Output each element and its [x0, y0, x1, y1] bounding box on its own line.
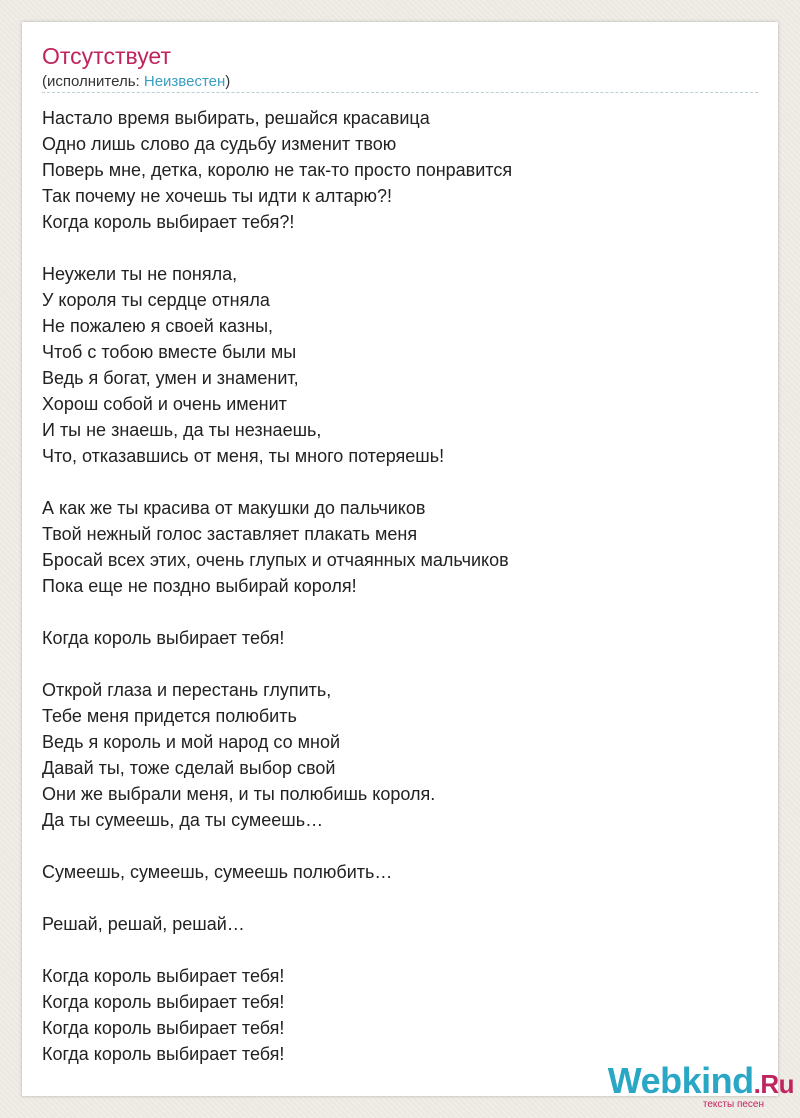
lyrics-text: Настало время выбирать, решайся красавица Одно лишь слово да судьбу изменит твою Поверь мне, детка, королю не так-то просто понравится Так почему не хочешь ты идти к алтарю?! Когда король выбирает тебя?! Неужели ты не поняла, У короля ты сердце отняла Не пожалею я своей казны, Чтоб с тобою вместе были мы Ведь я богат, умен и знаменит, Хорош собой и очень именит И ты не знаешь, да ты незнаешь, Что, отказавшись от меня, ты много потеряешь! А как же ты красива от макушки до пальчиков Твой нежный голос заставляет плакать меня Бросай всех этих, очень глупых и отчаянных мальчиков Пока еще не поздно выбирай короля! Когда король выбирает тебя! Открой глаза и перестань глупить, Тебе меня придется полюбить Ведь я король и мой народ со мной Давай ты, тоже сделай выбор свой Они же выбрали меня, и ты полюбишь короля. Да ты сумеешь, да ты сумеешь… Сумеешь, сумеешь, сумеешь полюбить… Решай, решай, решай… Когда король выбирает тебя! Когда король выбирает тебя! Когда король выбирает тебя! Когда король выбирает тебя! — [42, 108, 513, 1064]
site-logo[interactable] — [608, 1062, 794, 1110]
logo-tagline: тексты песен — [702, 1099, 764, 1110]
lyrics-sheet — [22, 22, 778, 1096]
artist-line — [42, 72, 230, 92]
title-divider — [42, 92, 758, 93]
song-title: Отсутствует — [42, 43, 171, 69]
logo-tld: .Ru — [753, 1069, 794, 1099]
logo-main-text: Webkind — [607, 1060, 754, 1101]
artist-link[interactable]: Неизвестен — [143, 73, 226, 90]
artist-prefix: (исполнитель: — [42, 73, 144, 90]
artist-suffix: ) — [225, 73, 231, 90]
logo-wordmark — [608, 1062, 794, 1103]
